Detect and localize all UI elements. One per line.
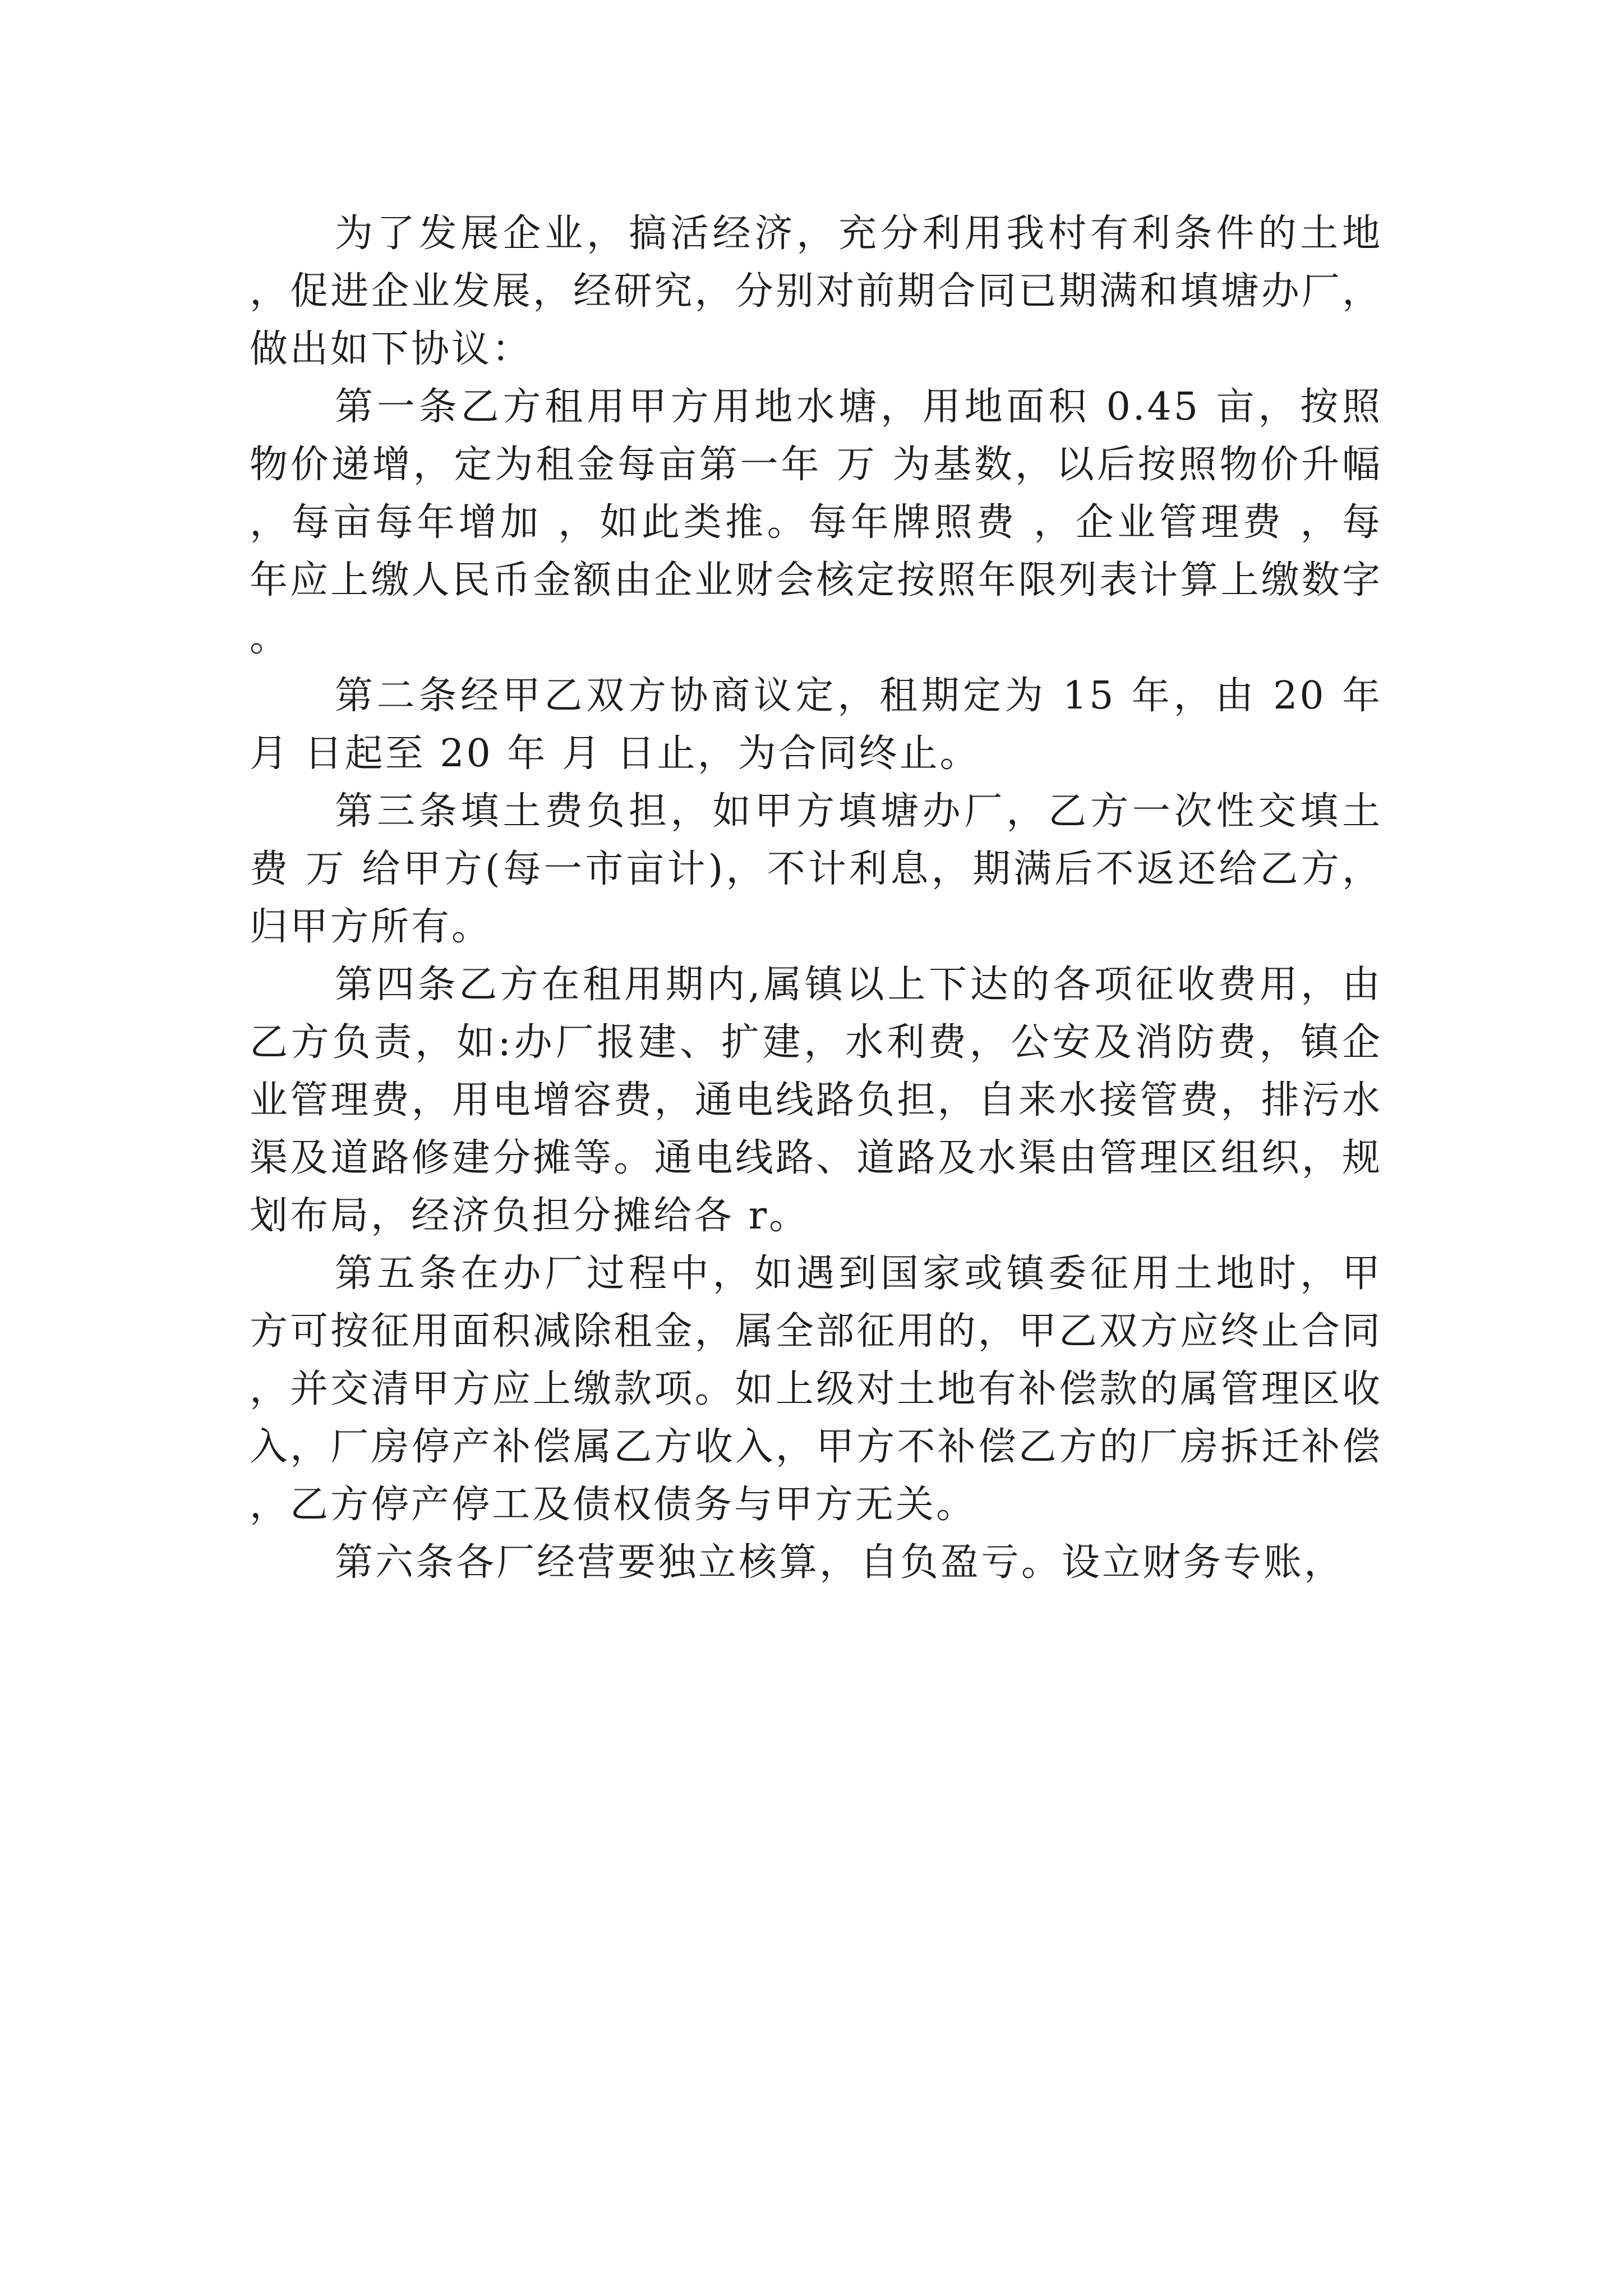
paragraph-article-5: 第五条在办厂过程中，如遇到国家或镇委征用土地时，甲方可按征用面积减除租金，属全部征用的，甲乙双方应终止合同，并交清甲方应上缴款项。如上级对土地有补偿款的属管理区收入，厂房停产补偿属乙方收入，甲方不补偿乙方的厂房拆迁补偿，乙方停产停工及债权债务与甲方无关。 bbox=[250, 1251, 1382, 1527]
paragraph-article-3: 第三条填土费负担，如甲方填塘办厂，乙方一次性交填土费 万 给甲方(每一市亩计)，不计利息，期满后不返还给乙方，归甲方所有。 bbox=[250, 789, 1382, 949]
paragraph-article-4: 第四条乙方在租用期内,属镇以上下达的各项征收费用，由乙方负责，如:办厂报建、扩建，水利费，公安及消防费，镇企业管理费，用电增容费，通电线路负担，自来水接管费，排污水渠及道路修建分摊等。通电线路、道路及水渠由管理区组织，规划布局，经济负担分摊给各 r。 bbox=[250, 963, 1382, 1238]
paragraph-preamble: 为了发展企业，搞活经济，充分利用我村有利条件的土地，促进企业发展，经研究，分别对前期合同已期满和填塘办厂，做出如下协议： bbox=[250, 211, 1382, 371]
paragraph-article-6: 第六条各厂经营要独立核算，自负盈亏。设立财务专账， bbox=[335, 1540, 1345, 1585]
paragraph-article-1: 第一条乙方租用甲方用地水塘，用地面积 0.45 亩，按照物价递增，定为租金每亩第一年 万 为基数，以后按照物价升幅，每亩每年增加 ，如此类推。每年牌照费 ，企业管理费 ，每年应上缴人民币金额由企业财会核定按照年限列表计算上缴数字。 bbox=[250, 385, 1382, 660]
contract-body bbox=[250, 205, 1382, 1591]
paragraph-article-2: 第二条经甲乙双方协商议定，租期定为 15 年，由 20 年 月 日起至 20 年 月 日止，为合同终止。 bbox=[250, 674, 1382, 776]
